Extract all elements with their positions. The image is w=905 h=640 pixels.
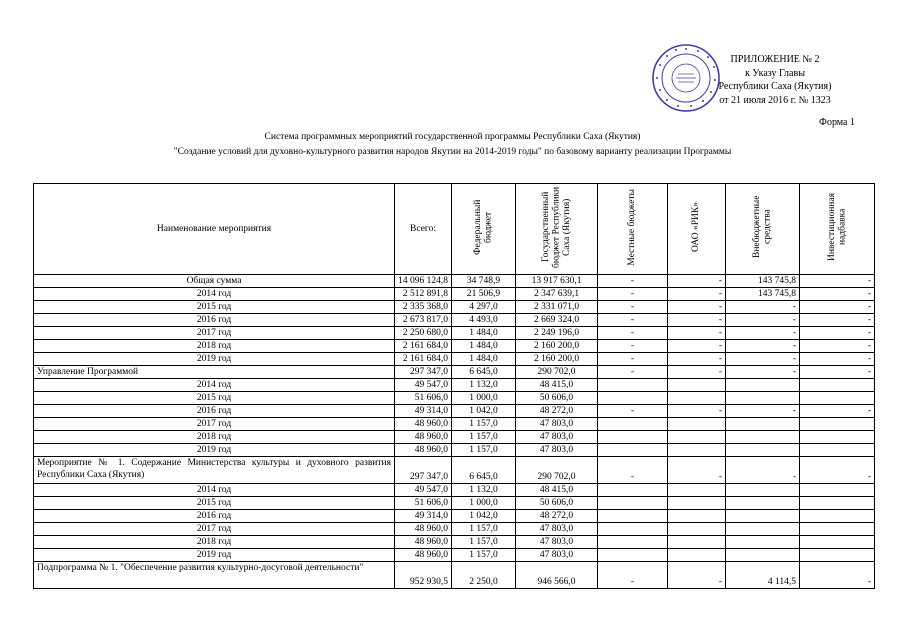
cell-republic: 2 160 200,0	[516, 353, 598, 366]
cell-investment: -	[800, 457, 875, 484]
cell-republic: 2 669 324,0	[516, 314, 598, 327]
cell-federal: 4 493,0	[452, 314, 516, 327]
cell-investment: -	[800, 288, 875, 301]
cell-republic: 946 566,0	[516, 562, 598, 589]
column-header-republic: Государственный бюджет Республики Саха (Якутия)	[516, 184, 598, 275]
cell-rik: -	[668, 405, 726, 418]
cell-total: 48 960,0	[395, 444, 452, 457]
cell-rik	[668, 379, 726, 392]
cell-total: 297 347,0	[395, 457, 452, 484]
cell-federal: 1 157,0	[452, 549, 516, 562]
cell-extrabudget: -	[726, 353, 800, 366]
table-row	[34, 366, 875, 379]
cell-investment	[800, 444, 875, 457]
cell-local: -	[598, 314, 668, 327]
cell-investment: -	[800, 314, 875, 327]
activity-name-cell: 2019 год	[34, 444, 395, 457]
activity-name-cell: Мероприятие № 1. Содержание Министерства культуры и духовного развития Республики Саха (Якутия)	[34, 457, 395, 484]
cell-rik	[668, 444, 726, 457]
appendix-title: ПРИЛОЖЕНИЕ № 2	[730, 54, 820, 65]
cell-federal: 6 645,0	[452, 366, 516, 379]
cell-republic: 2 347 639,1	[516, 288, 598, 301]
appendix-date: от 21 июля 2016 г. № 1323	[719, 94, 831, 106]
cell-local: -	[598, 288, 668, 301]
activity-name-cell: 2017 год	[34, 327, 395, 340]
cell-local: -	[598, 457, 668, 484]
activity-name-cell: 2017 год	[34, 418, 395, 431]
cell-investment: -	[800, 562, 875, 589]
activity-name-cell: 2016 год	[34, 510, 395, 523]
cell-total: 48 960,0	[395, 549, 452, 562]
cell-republic: 2 160 200,0	[516, 340, 598, 353]
cell-extrabudget	[726, 444, 800, 457]
cell-rik: -	[668, 340, 726, 353]
cell-republic: 290 702,0	[516, 366, 598, 379]
cell-rik: -	[668, 301, 726, 314]
cell-republic: 47 803,0	[516, 418, 598, 431]
cell-local	[598, 431, 668, 444]
cell-federal: 1 132,0	[452, 379, 516, 392]
cell-local	[598, 392, 668, 405]
cell-federal: 1 042,0	[452, 405, 516, 418]
cell-rik	[668, 523, 726, 536]
cell-federal: 1 000,0	[452, 392, 516, 405]
table-row	[34, 562, 875, 589]
cell-federal: 1 484,0	[452, 327, 516, 340]
cell-investment	[800, 523, 875, 536]
cell-extrabudget	[726, 510, 800, 523]
cell-rik: -	[668, 353, 726, 366]
cell-extrabudget: 143 745,8	[726, 275, 800, 288]
cell-local: -	[598, 327, 668, 340]
cell-local	[598, 510, 668, 523]
appendix-header	[700, 53, 850, 107]
table-header-row	[34, 184, 875, 275]
cell-local	[598, 379, 668, 392]
cell-investment	[800, 484, 875, 497]
table-row	[34, 418, 875, 431]
cell-extrabudget: -	[726, 405, 800, 418]
cell-rik	[668, 536, 726, 549]
cell-rik	[668, 549, 726, 562]
cell-extrabudget	[726, 497, 800, 510]
activity-name-cell: 2018 год	[34, 340, 395, 353]
cell-rik: -	[668, 314, 726, 327]
cell-extrabudget	[726, 379, 800, 392]
cell-republic: 47 803,0	[516, 431, 598, 444]
cell-total: 48 960,0	[395, 418, 452, 431]
cell-extrabudget: -	[726, 366, 800, 379]
cell-investment	[800, 392, 875, 405]
cell-rik	[668, 392, 726, 405]
table-row	[34, 301, 875, 314]
cell-local: -	[598, 366, 668, 379]
cell-federal: 1 132,0	[452, 484, 516, 497]
cell-rik: -	[668, 327, 726, 340]
cell-extrabudget	[726, 418, 800, 431]
table-row	[34, 340, 875, 353]
cell-republic: 47 803,0	[516, 536, 598, 549]
cell-total: 51 606,0	[395, 497, 452, 510]
cell-federal: 1 484,0	[452, 353, 516, 366]
form-label: Форма 1	[819, 117, 855, 128]
cell-republic: 50 606,0	[516, 497, 598, 510]
cell-investment: -	[800, 327, 875, 340]
cell-extrabudget: -	[726, 340, 800, 353]
cell-local	[598, 549, 668, 562]
table-row	[34, 353, 875, 366]
cell-republic: 290 702,0	[516, 457, 598, 484]
cell-rik	[668, 431, 726, 444]
cell-total: 2 512 891,8	[395, 288, 452, 301]
cell-investment	[800, 510, 875, 523]
cell-local	[598, 497, 668, 510]
cell-federal: 1 157,0	[452, 536, 516, 549]
cell-total: 49 547,0	[395, 484, 452, 497]
table-row	[34, 484, 875, 497]
cell-local: -	[598, 405, 668, 418]
table-row	[34, 497, 875, 510]
cell-federal: 1 157,0	[452, 418, 516, 431]
activity-name-cell: 2017 год	[34, 523, 395, 536]
column-header-rik: ОАО «РИК»	[668, 184, 726, 275]
cell-extrabudget	[726, 392, 800, 405]
cell-local	[598, 484, 668, 497]
cell-federal: 1 157,0	[452, 444, 516, 457]
cell-total: 49 547,0	[395, 379, 452, 392]
cell-extrabudget	[726, 431, 800, 444]
cell-federal: 4 297,0	[452, 301, 516, 314]
cell-rik	[668, 418, 726, 431]
cell-extrabudget: 4 114,5	[726, 562, 800, 589]
cell-extrabudget	[726, 484, 800, 497]
cell-local: -	[598, 340, 668, 353]
cell-local	[598, 418, 668, 431]
cell-extrabudget	[726, 523, 800, 536]
cell-republic: 47 803,0	[516, 549, 598, 562]
cell-extrabudget: -	[726, 301, 800, 314]
cell-republic: 47 803,0	[516, 444, 598, 457]
table-row	[34, 327, 875, 340]
cell-extrabudget	[726, 549, 800, 562]
cell-rik: -	[668, 288, 726, 301]
table-row	[34, 536, 875, 549]
cell-investment	[800, 497, 875, 510]
cell-republic: 48 272,0	[516, 405, 598, 418]
cell-federal: 1 157,0	[452, 523, 516, 536]
table-row	[34, 523, 875, 536]
cell-rik	[668, 497, 726, 510]
cell-total: 2 673 817,0	[395, 314, 452, 327]
cell-investment: -	[800, 275, 875, 288]
cell-local: -	[598, 301, 668, 314]
column-header-local: Местные бюджеты	[598, 184, 668, 275]
cell-investment	[800, 379, 875, 392]
cell-total: 2 161 684,0	[395, 340, 452, 353]
cell-republic: 2 249 196,0	[516, 327, 598, 340]
activity-name-cell: 2014 год	[34, 379, 395, 392]
cell-local: -	[598, 353, 668, 366]
table-row	[34, 431, 875, 444]
cell-total: 49 314,0	[395, 405, 452, 418]
cell-republic: 2 331 071,0	[516, 301, 598, 314]
table-row	[34, 549, 875, 562]
cell-federal: 1 042,0	[452, 510, 516, 523]
cell-federal: 34 748,9	[452, 275, 516, 288]
cell-republic: 48 272,0	[516, 510, 598, 523]
cell-extrabudget	[726, 536, 800, 549]
cell-federal: 1 484,0	[452, 340, 516, 353]
appendix-republic: Республики Саха (Якутия)	[718, 81, 832, 92]
cell-total: 51 606,0	[395, 392, 452, 405]
cell-total: 48 960,0	[395, 536, 452, 549]
cell-rik	[668, 484, 726, 497]
cell-total: 2 250 680,0	[395, 327, 452, 340]
program-activities-table	[33, 183, 875, 589]
table-row	[34, 275, 875, 288]
cell-local	[598, 523, 668, 536]
cell-local: -	[598, 275, 668, 288]
cell-federal: 21 506,9	[452, 288, 516, 301]
document-title-line-2: "Создание условий для духовно-культурного развития народов Якутии на 2014-2019 годы" по базовому варианту реализации Программы	[173, 147, 732, 157]
cell-republic: 13 917 630,1	[516, 275, 598, 288]
activity-name-cell: 2018 год	[34, 536, 395, 549]
cell-rik	[668, 510, 726, 523]
activity-name-cell: 2014 год	[34, 484, 395, 497]
cell-investment: -	[800, 366, 875, 379]
cell-federal: 1 000,0	[452, 497, 516, 510]
cell-republic: 50 606,0	[516, 392, 598, 405]
cell-local	[598, 444, 668, 457]
cell-extrabudget: -	[726, 327, 800, 340]
table-row	[34, 392, 875, 405]
cell-total: 48 960,0	[395, 523, 452, 536]
cell-republic: 47 803,0	[516, 523, 598, 536]
appendix-decree: к Указу Главы	[745, 67, 805, 79]
activity-name-cell: Подпрограмма № 1. "Обеспечение развития культурно-досуговой деятельности"	[34, 562, 395, 589]
activity-name-cell: 2019 год	[34, 549, 395, 562]
table-row	[34, 288, 875, 301]
cell-extrabudget: 143 745,8	[726, 288, 800, 301]
cell-federal: 6 645,0	[452, 457, 516, 484]
table-row	[34, 379, 875, 392]
activity-name-cell: 2018 год	[34, 431, 395, 444]
activity-name-cell: 2019 год	[34, 353, 395, 366]
cell-rik: -	[668, 275, 726, 288]
cell-investment: -	[800, 301, 875, 314]
document-title-line-1: Система программных мероприятий государственной программы Республики Саха (Якутия)	[264, 132, 641, 142]
activity-name-cell: Управление Программой	[34, 366, 395, 379]
cell-total: 48 960,0	[395, 431, 452, 444]
activity-name-cell: 2015 год	[34, 392, 395, 405]
column-header-extrabudget: Внебюджетные средства	[726, 184, 800, 275]
column-header-name: Наименование мероприятия	[34, 184, 395, 275]
cell-federal: 1 157,0	[452, 431, 516, 444]
activity-name-cell: 2015 год	[34, 497, 395, 510]
activity-name-cell: Общая сумма	[34, 275, 395, 288]
column-header-federal: Федеральный бюджет	[452, 184, 516, 275]
cell-investment	[800, 536, 875, 549]
cell-total: 297 347,0	[395, 366, 452, 379]
cell-extrabudget: -	[726, 457, 800, 484]
cell-investment	[800, 431, 875, 444]
table-row	[34, 314, 875, 327]
cell-rik: -	[668, 562, 726, 589]
cell-total: 49 314,0	[395, 510, 452, 523]
table-body	[34, 275, 875, 589]
cell-investment	[800, 418, 875, 431]
cell-investment: -	[800, 353, 875, 366]
cell-total: 2 335 368,0	[395, 301, 452, 314]
cell-investment: -	[800, 340, 875, 353]
table-row	[34, 444, 875, 457]
column-header-investment: Инвестиционная надбавка	[800, 184, 875, 275]
cell-local	[598, 536, 668, 549]
cell-federal: 2 250,0	[452, 562, 516, 589]
cell-local: -	[598, 562, 668, 589]
activity-name-cell: 2016 год	[34, 405, 395, 418]
cell-investment	[800, 549, 875, 562]
column-header-total: Всего:	[395, 184, 452, 275]
cell-rik: -	[668, 457, 726, 484]
cell-extrabudget: -	[726, 314, 800, 327]
cell-total: 952 930,5	[395, 562, 452, 589]
table-row	[34, 457, 875, 484]
cell-rik: -	[668, 366, 726, 379]
cell-republic: 48 415,0	[516, 484, 598, 497]
activity-name-cell: 2014 год	[34, 288, 395, 301]
table-row	[34, 510, 875, 523]
table-row	[34, 405, 875, 418]
cell-total: 2 161 684,0	[395, 353, 452, 366]
cell-republic: 48 415,0	[516, 379, 598, 392]
cell-investment: -	[800, 405, 875, 418]
cell-total: 14 096 124,8	[395, 275, 452, 288]
activity-name-cell: 2015 год	[34, 301, 395, 314]
activity-name-cell: 2016 год	[34, 314, 395, 327]
